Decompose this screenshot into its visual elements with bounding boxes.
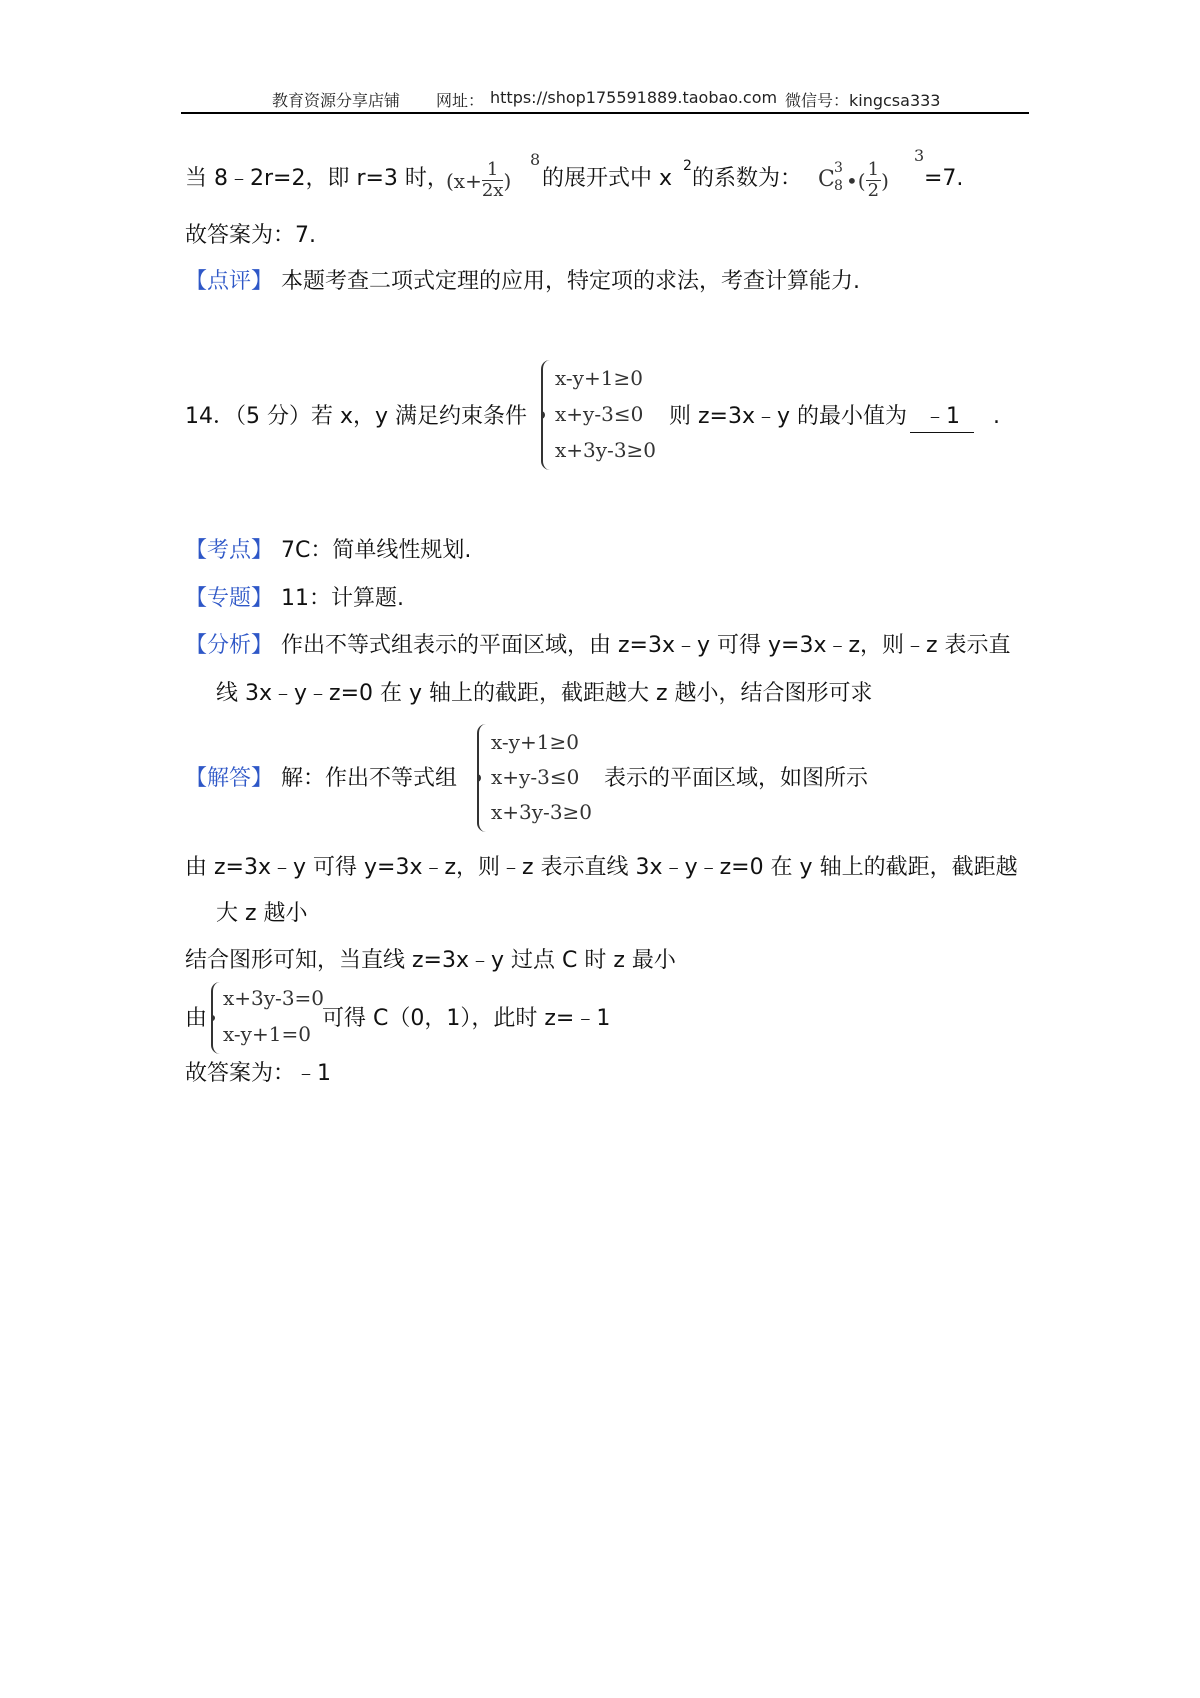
fenxi-tag: 【分析】 xyxy=(185,633,274,658)
header-url[interactable]: https://shop175591889.taobao.com xyxy=(490,88,778,107)
combination-sup: 3 xyxy=(834,160,843,176)
jieda-tag: 【解答】 xyxy=(185,766,274,791)
binomial-exponent: 8 xyxy=(530,150,541,169)
jieda-constraint-1: x-y+1≥0 xyxy=(491,730,579,754)
q14-end: . xyxy=(993,404,1000,429)
sol-answer: 故答案为：﹣1 xyxy=(185,1061,331,1086)
jieda-constraint-2: x+y-3≤0 xyxy=(491,765,580,789)
sol-equation-2: x-y+1=0 xyxy=(223,1022,311,1046)
kaodian-tag: 【考点】 xyxy=(185,538,274,563)
review-tag: 【点评】 xyxy=(185,269,274,294)
header-shop: 教育资源分享店铺 xyxy=(272,91,401,110)
sol-line2: 大 z 越小 xyxy=(216,901,308,926)
sol-line3: 结合图形可知，当直线 z=3x﹣y 过点 C 时 z 最小 xyxy=(185,948,676,973)
header-url-label: 网址： xyxy=(436,91,485,110)
x-squared-exponent: 2 xyxy=(683,158,692,174)
jieda-lead: 解：作出不等式组 xyxy=(281,766,458,791)
sol-you: 由 xyxy=(185,1006,208,1031)
header-wechat: 微信号：kingcsa333 xyxy=(785,91,941,110)
prev-answer: 故答案为：7. xyxy=(185,223,316,248)
prev-line1-b: 的展开式中 x xyxy=(542,166,673,191)
prev-line1-c: 的系数为： xyxy=(692,166,803,191)
brace-icon xyxy=(477,724,489,832)
brace-icon xyxy=(211,982,223,1054)
prev-result: =7. xyxy=(924,166,964,191)
q14-constraint-system xyxy=(541,360,661,470)
fenxi-line1: 作出不等式组表示的平面区域，由 z=3x﹣y 可得 y=3x﹣z，则﹣z 表示直 xyxy=(281,633,1011,658)
sol-line4-tail: 可得 C（0，1），此时 z=﹣1 xyxy=(322,1006,611,1031)
jieda-constraint-3: x+3y-3≥0 xyxy=(491,800,593,824)
fenxi-line2: 线 3x﹣y﹣z=0 在 y 轴上的截距，截距越大 z 越小，结合图形可求 xyxy=(216,681,873,706)
half-exponent: 3 xyxy=(914,146,925,165)
prev-line1-a: 当 8﹣2r=2，即 r=3 时， xyxy=(185,166,449,191)
sol-equation-1: x+3y-3=0 xyxy=(223,986,325,1010)
binomial-expression: (x+ $\frac{1}{2x}$ ) xyxy=(446,159,512,201)
header-divider xyxy=(181,112,1029,114)
q14-mid: 则 z=3x﹣y 的最小值为 xyxy=(669,404,908,429)
half-power: •( $\frac{1}{2}$ ) xyxy=(846,159,889,201)
sol-equation-system xyxy=(211,982,325,1054)
sol-line1: 由 z=3x﹣y 可得 y=3x﹣z，则﹣z 表示直线 3x﹣y﹣z=0 在 y 轴上的截距，截距越 xyxy=(185,855,1018,880)
combination-symbol: C xyxy=(818,167,835,192)
kaodian-text: 7C：简单线性规划. xyxy=(281,538,472,563)
jieda-constraint-system xyxy=(477,724,597,832)
q14-lead: 14．（5 分）若 x，y 满足约束条件 xyxy=(185,404,528,429)
brace-icon xyxy=(541,360,553,470)
q14-constraint-1: x-y+1≥0 xyxy=(555,366,643,390)
zhuanti-text: 11：计算题. xyxy=(281,586,404,611)
q14-constraint-3: x+3y-3≥0 xyxy=(555,438,657,462)
q14-answer-blank: ﹣1 xyxy=(910,402,974,433)
review-text: 本题考查二项式定理的应用，特定项的求法，考查计算能力. xyxy=(281,269,860,294)
zhuanti-tag: 【专题】 xyxy=(185,586,274,611)
jieda-tail: 表示的平面区域，如图所示 xyxy=(604,766,869,791)
combination-sub: 8 xyxy=(834,178,843,194)
q14-constraint-2: x+y-3≤0 xyxy=(555,402,644,426)
